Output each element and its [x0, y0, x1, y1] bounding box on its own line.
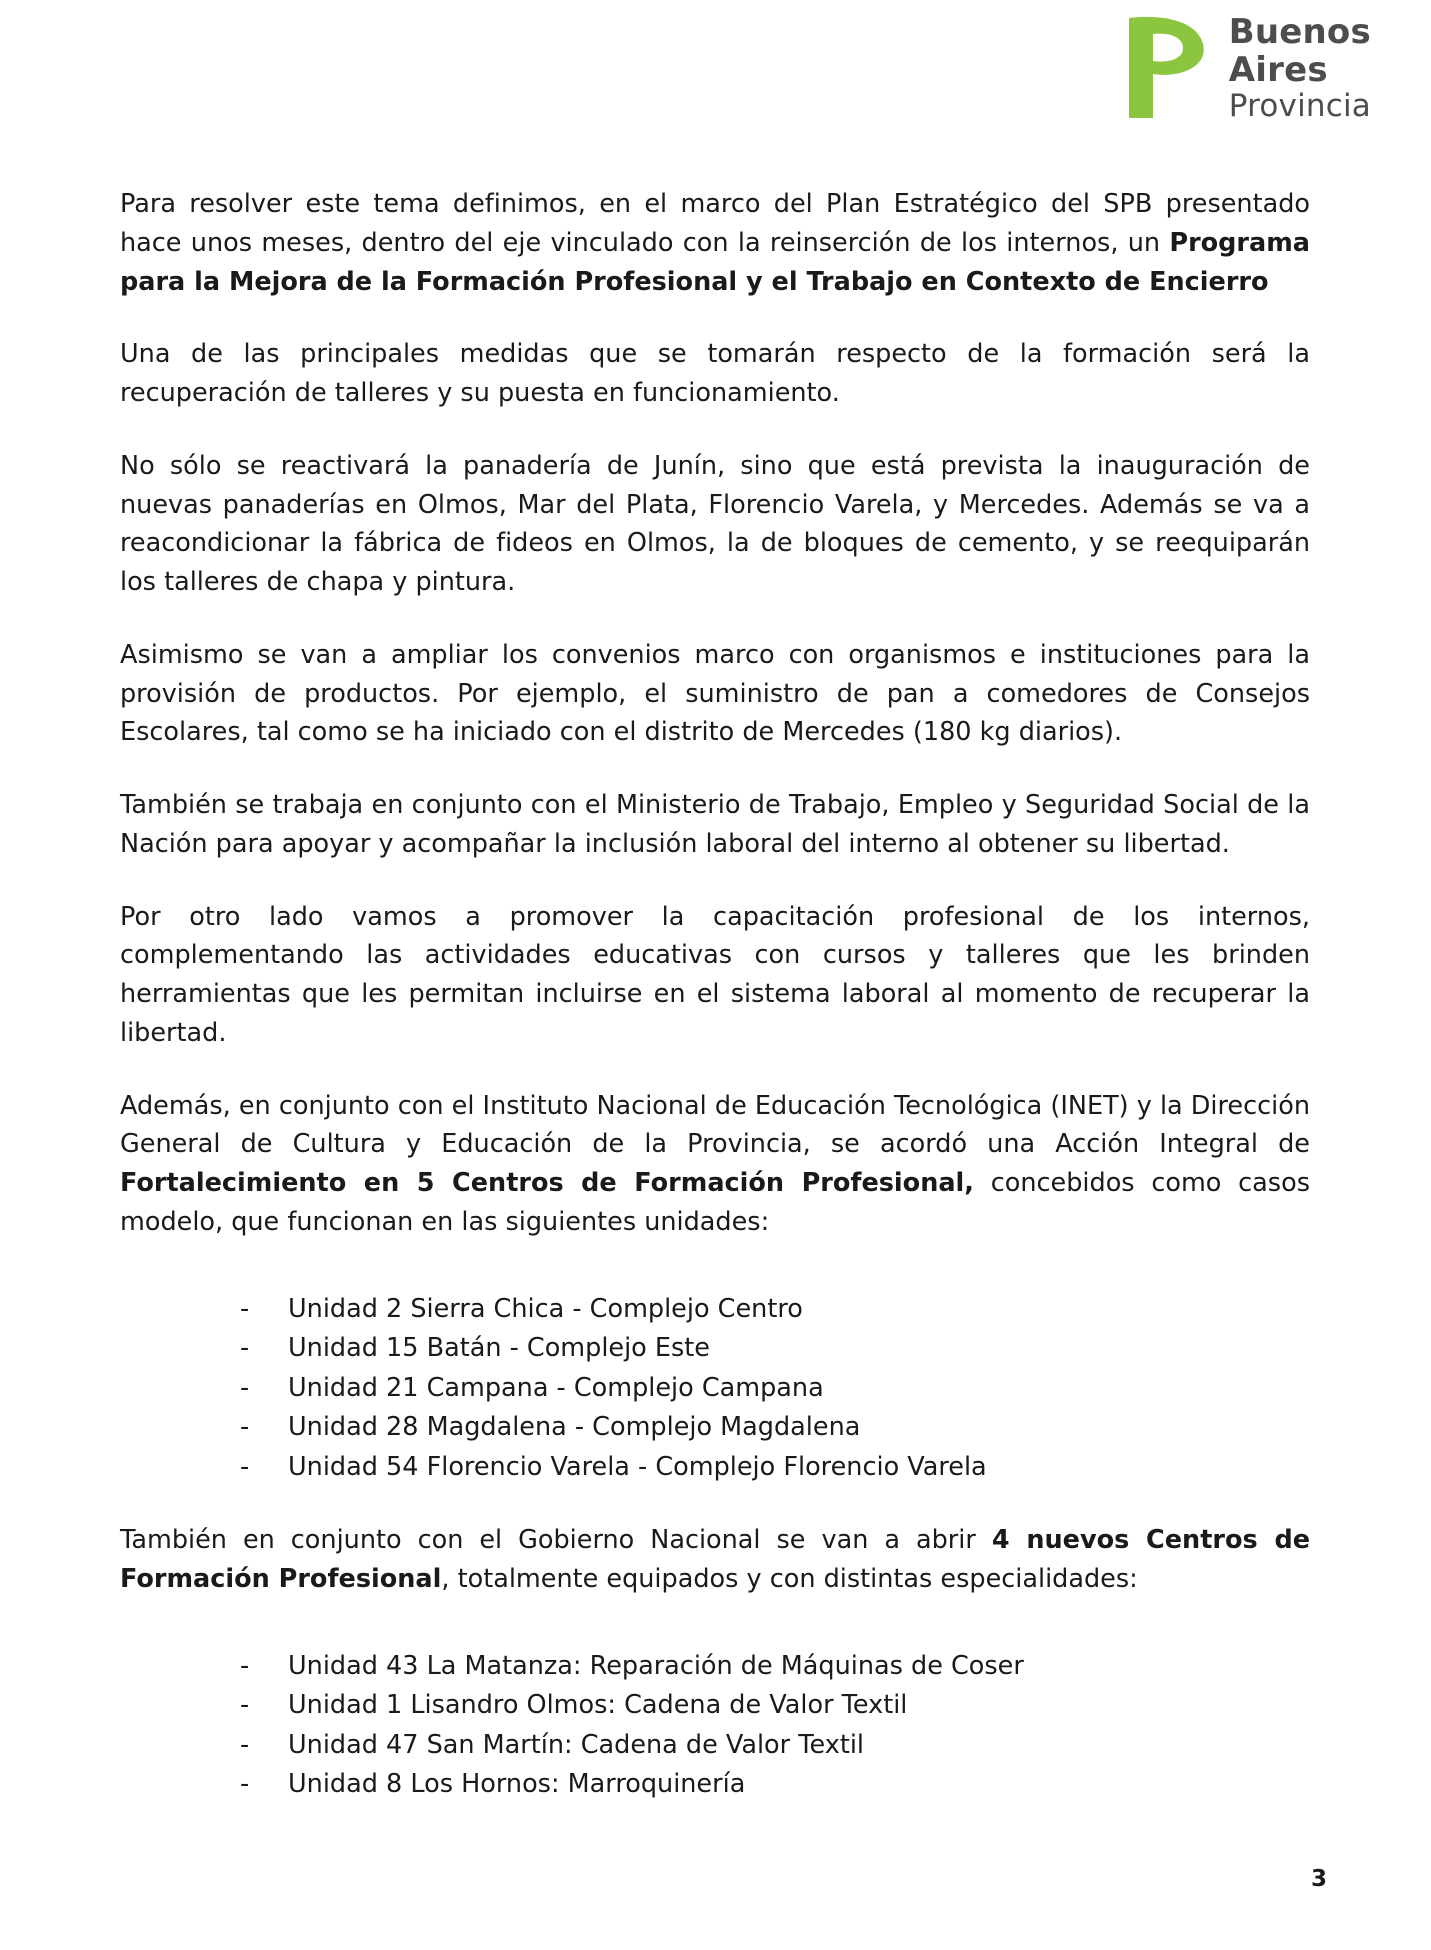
document-body — [120, 185, 1310, 1839]
paragraph-1-bold-program-name: Programa para la Mejora de la Formación Profesional y el Trabajo en Contexto de Encierro — [120, 227, 1310, 297]
logo-wordmark — [1228, 11, 1371, 124]
paragraph-8-bold-new-centers: 4 nuevos Centros de Formación Profesional — [120, 1525, 1310, 1594]
list-item — [240, 1369, 1310, 1409]
paragraph-2: Una de las principales medidas que se tomarán respecto de la formación será la recuperación de talleres y su puesta en funcionamiento. — [120, 339, 1310, 408]
bullet-dash: - — [240, 1690, 250, 1721]
list-item — [240, 1408, 1310, 1448]
bullet-dash: - — [240, 1769, 250, 1800]
existing-centers-list — [120, 1290, 1310, 1488]
list-item-label: Unidad 21 Campana - Complejo Campana — [288, 1372, 824, 1403]
page-number: 3 — [1310, 1866, 1327, 1892]
spacer — [120, 1276, 1310, 1290]
list-item — [240, 1686, 1310, 1726]
bullet-dash: - — [240, 1451, 250, 1482]
paragraph-1 — [120, 185, 1310, 301]
paragraph-8-text-end: , totalmente equipados y con distintas especialidades: — [441, 1563, 1138, 1594]
list-item — [240, 1290, 1310, 1330]
list-item-label: Unidad 28 Magdalena - Complejo Magdalena — [288, 1412, 861, 1443]
list-item-label: Unidad 43 La Matanza: Reparación de Máquinas de Coser — [288, 1650, 1024, 1681]
bullet-dash: - — [240, 1372, 250, 1403]
list-item-label: Unidad 15 Batán - Complejo Este — [288, 1333, 710, 1364]
spacer — [120, 1633, 1310, 1647]
logo-line-1: Buenos — [1228, 11, 1371, 52]
paragraph-7-bold-action: Fortalecimiento en 5 Centros de Formación Profesional, — [120, 1168, 974, 1198]
logo-line-3: Provincia — [1228, 87, 1371, 124]
page-header — [1119, 11, 1371, 124]
bullet-dash: - — [240, 1293, 250, 1324]
bullet-dash: - — [240, 1729, 250, 1760]
list-item — [240, 1647, 1310, 1687]
paragraph-8 — [120, 1521, 1310, 1599]
paragraph-7-text-start: Además, en conjunto con el Instituto Nacional de Educación Tecnológica (INET) y la Dirección General de Cultura y Educación de la Provincia, se acordó una Acción Integral de — [120, 1090, 1310, 1160]
bullet-dash: - — [240, 1333, 250, 1364]
paragraph-8-text-start: También en conjunto con el Gobierno Nacional se van a abrir — [120, 1525, 992, 1556]
list-item — [240, 1329, 1310, 1369]
paragraph-7-text-end: concebidos como casos modelo, que funcionan en las siguientes unidades: — [120, 1168, 1310, 1237]
list-item-label: Unidad 2 Sierra Chica - Complejo Centro — [288, 1293, 803, 1324]
list-item — [240, 1726, 1310, 1766]
list-item — [240, 1448, 1310, 1488]
paragraph-1-text: Para resolver este tema definimos, en el marco del Plan Estratégico del SPB presentado hace unos meses, dentro del eje vinculado con la reinserción de los internos, un — [120, 189, 1310, 258]
bullet-dash: - — [240, 1412, 250, 1443]
paragraph-5: También se trabaja en conjunto con el Ministerio de Trabajo, Empleo y Seguridad Social de la Nación para apoyar y acompañar la inclusión laboral del interno al obtener su libertad. — [120, 790, 1310, 859]
new-centers-list — [120, 1647, 1310, 1805]
list-item — [240, 1765, 1310, 1805]
list-item-label: Unidad 8 Los Hornos: Marroquinería — [288, 1769, 746, 1800]
logo-line-2: Aires — [1228, 49, 1328, 90]
paragraph-6: Por otro lado vamos a promover la capacitación profesional de los internos, complementando las actividades educativas con cursos y talleres que les brinden herramientas que les permitan incluirse en el sistema laboral al momento de recuperar la libertad. — [120, 901, 1310, 1048]
paragraph-4: Asimismo se van a ampliar los convenios marco con organismos e instituciones para la provisión de productos. Por ejemplo, el suministro de pan a comedores de Consejos Escolares, tal como se ha iniciado con el distrito de Mercedes (180 kg diarios). — [120, 639, 1310, 748]
buenos-aires-province-logo-icon — [1119, 14, 1211, 122]
paragraph-7 — [120, 1087, 1310, 1242]
list-item-label: Unidad 54 Florencio Varela - Complejo Florencio Varela — [288, 1451, 987, 1482]
list-item-label: Unidad 1 Lisandro Olmos: Cadena de Valor Textil — [288, 1690, 908, 1721]
list-item-label: Unidad 47 San Martín: Cadena de Valor Textil — [288, 1729, 864, 1760]
bullet-dash: - — [240, 1650, 250, 1681]
paragraph-3: No sólo se reactivará la panadería de Junín, sino que está prevista la inauguración de nuevas panaderías en Olmos, Mar del Plata, Florencio Varela, y Mercedes. Además se va a reacondicionar la fábrica de fideos en Olmos, la de bloques de cemento, y se reequiparán los talleres de chapa y pintura. — [120, 450, 1310, 597]
